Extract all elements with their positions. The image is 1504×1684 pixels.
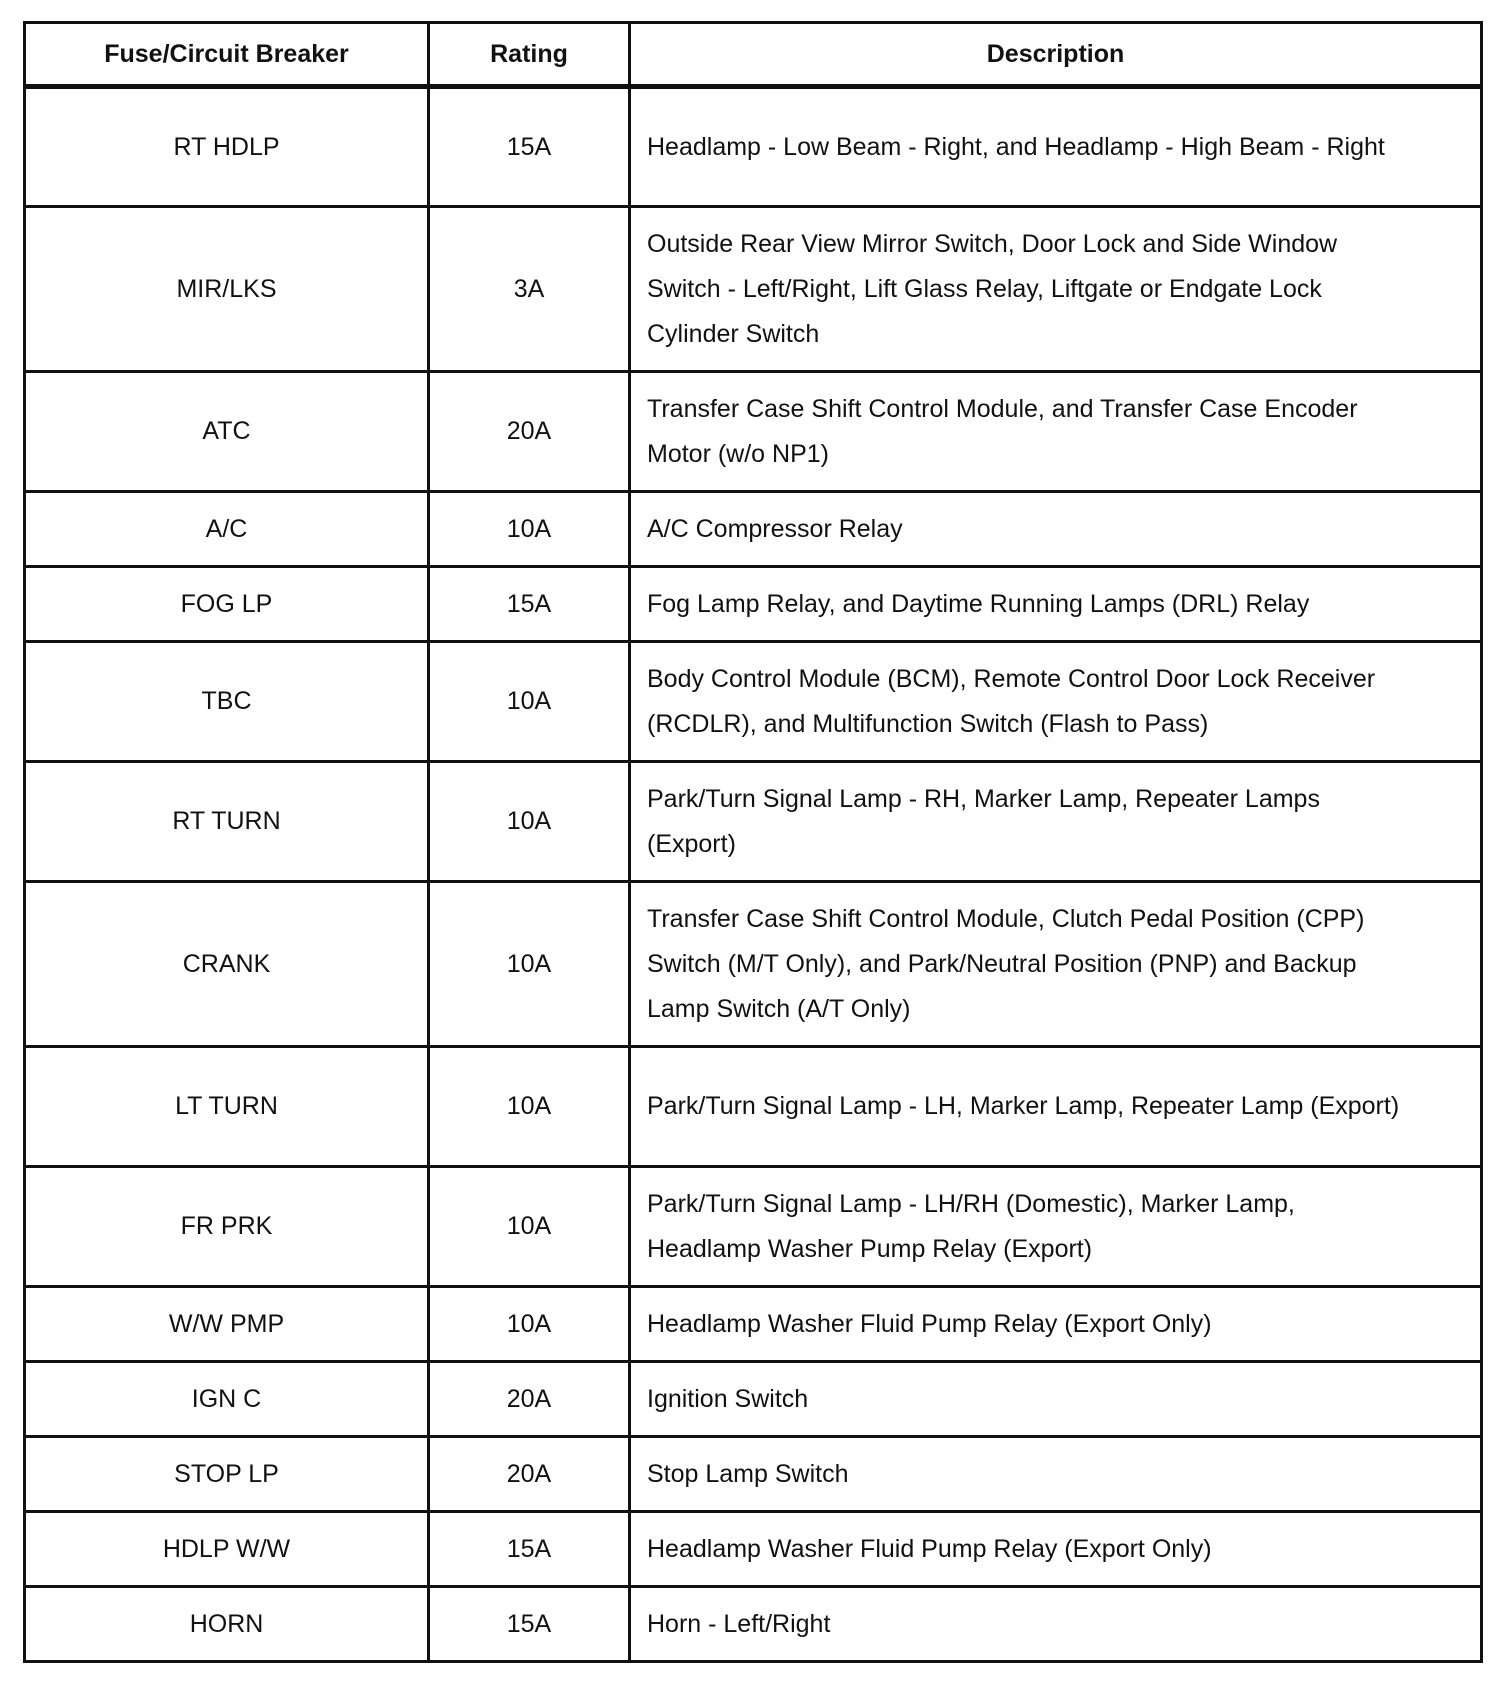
fuse-name-cell: FOG LP (25, 567, 429, 642)
fuse-name-cell: ATC (25, 372, 429, 492)
rating-cell: 20A (429, 372, 630, 492)
description-cell: Park/Turn Signal Lamp - LH/RH (Domestic), Marker Lamp, Headlamp Washer Pump Relay (Export) (630, 1167, 1482, 1287)
table-row (25, 492, 1482, 567)
column-header-description: Description (630, 23, 1482, 87)
rating-cell: 20A (429, 1437, 630, 1512)
fuse-name-cell: TBC (25, 642, 429, 762)
table-row (25, 1362, 1482, 1437)
table-header-row (25, 23, 1482, 87)
description-cell: Park/Turn Signal Lamp - LH, Marker Lamp, Repeater Lamp (Export) (630, 1047, 1482, 1167)
fuse-table (23, 21, 1483, 1663)
fuse-name-cell: HORN (25, 1587, 429, 1662)
rating-cell: 10A (429, 492, 630, 567)
description-cell: Headlamp - Low Beam - Right, and Headlamp - High Beam - Right (630, 87, 1482, 207)
fuse-name-cell: IGN C (25, 1362, 429, 1437)
table-row (25, 1047, 1482, 1167)
fuse-name-cell: A/C (25, 492, 429, 567)
table-body (25, 87, 1482, 1662)
fuse-name-cell: STOP LP (25, 1437, 429, 1512)
description-cell: Ignition Switch (630, 1362, 1482, 1437)
description-cell: Stop Lamp Switch (630, 1437, 1482, 1512)
table-row (25, 762, 1482, 882)
fuse-name-cell: LT TURN (25, 1047, 429, 1167)
rating-cell: 10A (429, 762, 630, 882)
description-cell: Transfer Case Shift Control Module, and Transfer Case Encoder Motor (w/o NP1) (630, 372, 1482, 492)
table-row (25, 87, 1482, 207)
fuse-name-cell: CRANK (25, 882, 429, 1047)
table-row (25, 1437, 1482, 1512)
rating-cell: 15A (429, 87, 630, 207)
description-cell: Body Control Module (BCM), Remote Control Door Lock Receiver (RCDLR), and Multifunction Switch (Flash to Pass) (630, 642, 1482, 762)
description-cell: A/C Compressor Relay (630, 492, 1482, 567)
table-row (25, 567, 1482, 642)
rating-cell: 20A (429, 1362, 630, 1437)
description-cell: Horn - Left/Right (630, 1587, 1482, 1662)
fuse-name-cell: HDLP W/W (25, 1512, 429, 1587)
rating-cell: 10A (429, 1047, 630, 1167)
fuse-name-cell: W/W PMP (25, 1287, 429, 1362)
rating-cell: 15A (429, 567, 630, 642)
description-cell: Headlamp Washer Fluid Pump Relay (Export Only) (630, 1512, 1482, 1587)
table-row (25, 1587, 1482, 1662)
description-cell: Outside Rear View Mirror Switch, Door Lock and Side Window Switch - Left/Right, Lift Glass Relay, Liftgate or Endgate Lock Cylinder Switch (630, 207, 1482, 372)
fuse-name-cell: MIR/LKS (25, 207, 429, 372)
table-row (25, 1287, 1482, 1362)
rating-cell: 15A (429, 1587, 630, 1662)
fuse-name-cell: RT HDLP (25, 87, 429, 207)
table-row (25, 642, 1482, 762)
rating-cell: 10A (429, 882, 630, 1047)
rating-cell: 15A (429, 1512, 630, 1587)
table-row (25, 1512, 1482, 1587)
column-header-fuse: Fuse/Circuit Breaker (25, 23, 429, 87)
fuse-name-cell: FR PRK (25, 1167, 429, 1287)
table-row (25, 372, 1482, 492)
rating-cell: 10A (429, 1287, 630, 1362)
table-row (25, 1167, 1482, 1287)
rating-cell: 3A (429, 207, 630, 372)
column-header-rating: Rating (429, 23, 630, 87)
description-cell: Headlamp Washer Fluid Pump Relay (Export Only) (630, 1287, 1482, 1362)
fuse-name-cell: RT TURN (25, 762, 429, 882)
description-cell: Fog Lamp Relay, and Daytime Running Lamps (DRL) Relay (630, 567, 1482, 642)
rating-cell: 10A (429, 1167, 630, 1287)
rating-cell: 10A (429, 642, 630, 762)
table-row (25, 882, 1482, 1047)
description-cell: Transfer Case Shift Control Module, Clutch Pedal Position (CPP) Switch (M/T Only), and Park/Neutral Position (PNP) and Backup Lamp Switch (A/T Only) (630, 882, 1482, 1047)
table-row (25, 207, 1482, 372)
description-cell: Park/Turn Signal Lamp - RH, Marker Lamp, Repeater Lamps (Export) (630, 762, 1482, 882)
